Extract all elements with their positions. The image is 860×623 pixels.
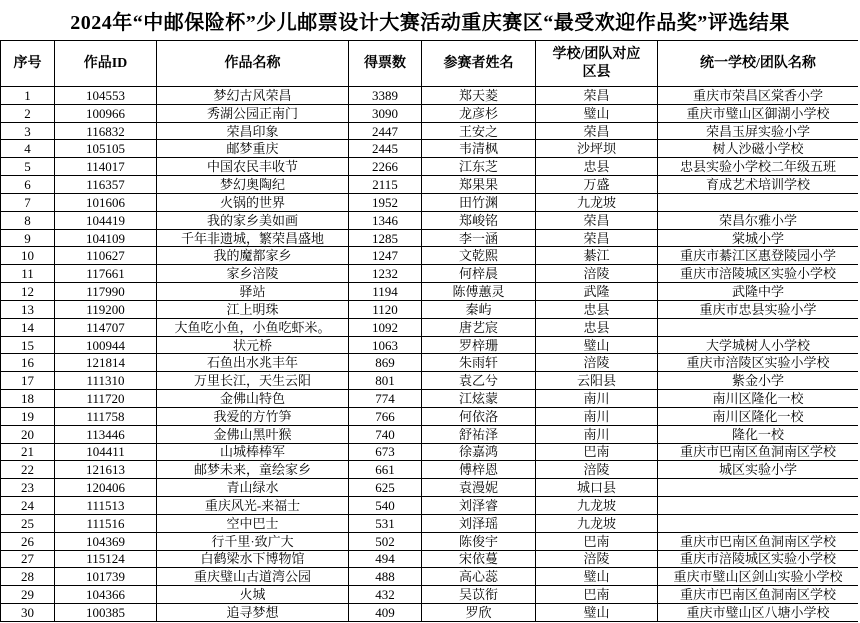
table-cell: 7 (1, 193, 55, 211)
table-row (1, 283, 859, 301)
table-row (1, 336, 859, 354)
table-cell: 隆化一校 (658, 425, 859, 443)
table-cell: 李一涵 (422, 229, 536, 247)
table-cell: 3090 (349, 104, 422, 122)
table-cell: 12 (1, 283, 55, 301)
column-header-0: 序号 (1, 41, 55, 87)
table-cell: 2115 (349, 176, 422, 194)
table-cell: 101739 (55, 568, 157, 586)
table-cell: 荣昌印象 (157, 122, 349, 140)
table-cell: 荣昌 (536, 122, 658, 140)
table-row (1, 532, 859, 550)
table-cell: 100966 (55, 104, 157, 122)
table-cell: 秀湖公园正南门 (157, 104, 349, 122)
table-cell: 梦幻古风荣昌 (157, 87, 349, 105)
table-cell: 1952 (349, 193, 422, 211)
table-cell: 2 (1, 104, 55, 122)
table-cell: 2266 (349, 158, 422, 176)
table-cell: 重庆市涪陵区实验小学校 (658, 354, 859, 372)
table-cell: 13 (1, 300, 55, 318)
page-title: 2024年“中邮保险杯”少儿邮票设计大赛活动重庆赛区“最受欢迎作品奖”评选结果 (70, 11, 790, 34)
table-cell: 紫金小学 (658, 372, 859, 390)
table-cell: 大鱼吃小鱼，小鱼吃虾米。 (157, 318, 349, 336)
column-header-5: 学校/团队对应区县 (536, 41, 658, 87)
table-cell: 綦江 (536, 247, 658, 265)
table-cell: 驿站 (157, 283, 349, 301)
table-cell: 朱雨轩 (422, 354, 536, 372)
table-cell: 秦屿 (422, 300, 536, 318)
table-cell: 1346 (349, 211, 422, 229)
table-cell: 刘泽睿 (422, 497, 536, 515)
table-cell: 城区实验小学 (658, 461, 859, 479)
table-cell: 3389 (349, 87, 422, 105)
table-cell: 田竹渊 (422, 193, 536, 211)
table-cell: 625 (349, 479, 422, 497)
table-cell: 14 (1, 318, 55, 336)
table-cell: 南川 (536, 425, 658, 443)
table-cell (658, 497, 859, 515)
table-cell: 30 (1, 604, 55, 622)
table-cell: 荣昌尔雅小学 (658, 211, 859, 229)
table-head-row (1, 41, 859, 87)
table-cell: 璧山 (536, 336, 658, 354)
table-cell: 重庆市璧山区御湖小学校 (658, 104, 859, 122)
table-row (1, 104, 859, 122)
table-cell: 117990 (55, 283, 157, 301)
table-cell: 万盛 (536, 176, 658, 194)
table-cell: 重庆市忠县实验小学 (658, 300, 859, 318)
table-cell: 何梓晨 (422, 265, 536, 283)
table-cell: 20 (1, 425, 55, 443)
table-row (1, 229, 859, 247)
table-cell: 南川 (536, 390, 658, 408)
table-row (1, 568, 859, 586)
column-header-4: 参赛者姓名 (422, 41, 536, 87)
table-cell: 中国农民丰收节 (157, 158, 349, 176)
table-cell: 重庆市荣昌区棠香小学 (658, 87, 859, 105)
table-cell: 袁漫妮 (422, 479, 536, 497)
table-cell: 116832 (55, 122, 157, 140)
table-cell: 南川区隆化一校 (658, 407, 859, 425)
table-cell: 105105 (55, 140, 157, 158)
table-row (1, 247, 859, 265)
table-cell: 邮梦重庆 (157, 140, 349, 158)
column-header-2: 作品名称 (157, 41, 349, 87)
table-cell: 6 (1, 176, 55, 194)
table-cell: 郑果果 (422, 176, 536, 194)
table-cell: 王安之 (422, 122, 536, 140)
table-cell: 璧山 (536, 568, 658, 586)
table-cell: 万里长江，天生云阳 (157, 372, 349, 390)
table-row (1, 479, 859, 497)
table-cell: 傅梓恩 (422, 461, 536, 479)
table-cell: 九龙坡 (536, 497, 658, 515)
table-cell: 江上明珠 (157, 300, 349, 318)
table-cell: 棠城小学 (658, 229, 859, 247)
table-cell: 龙彦杉 (422, 104, 536, 122)
table-cell: 1 (1, 87, 55, 105)
table-row (1, 425, 859, 443)
table-cell: 青山绿水 (157, 479, 349, 497)
column-header-1: 作品ID (55, 41, 157, 87)
table-cell: 10 (1, 247, 55, 265)
table-row (1, 300, 859, 318)
table-cell: 540 (349, 497, 422, 515)
table-cell: 531 (349, 514, 422, 532)
table-cell: 重庆市巴南区鱼洞南区学校 (658, 586, 859, 604)
table-cell: 502 (349, 532, 422, 550)
table-cell: 袁乙兮 (422, 372, 536, 390)
table-cell: 重庆市璧山区八塘小学校 (658, 604, 859, 622)
table-cell: 3 (1, 122, 55, 140)
table-cell: 29 (1, 586, 55, 604)
table-cell: 740 (349, 425, 422, 443)
table-cell: 774 (349, 390, 422, 408)
table-row (1, 372, 859, 390)
table-cell: 家乡涪陵 (157, 265, 349, 283)
table-cell: 行千里·致广大 (157, 532, 349, 550)
table-cell: 661 (349, 461, 422, 479)
table-cell: 113446 (55, 425, 157, 443)
table-cell: 114707 (55, 318, 157, 336)
table-cell: 111310 (55, 372, 157, 390)
table-cell: 100385 (55, 604, 157, 622)
table-cell: 忠县 (536, 158, 658, 176)
table-cell: 荣昌 (536, 87, 658, 105)
table-cell: 山城棒棒军 (157, 443, 349, 461)
table-cell: 涪陵 (536, 265, 658, 283)
table-cell: 南川 (536, 407, 658, 425)
table-row (1, 87, 859, 105)
table-cell: 116357 (55, 176, 157, 194)
table-cell: 104553 (55, 87, 157, 105)
table-cell: 1194 (349, 283, 422, 301)
table-cell: 云阳县 (536, 372, 658, 390)
column-header-3: 得票数 (349, 41, 422, 87)
table-cell: 荣昌 (536, 229, 658, 247)
table-row (1, 318, 859, 336)
table-cell: 重庆市璧山区剑山实验小学校 (658, 568, 859, 586)
table-cell: 武隆 (536, 283, 658, 301)
table-cell: 1247 (349, 247, 422, 265)
table-cell: 追寻梦想 (157, 604, 349, 622)
table-cell: 吴苡衔 (422, 586, 536, 604)
table-cell: 16 (1, 354, 55, 372)
table-row (1, 176, 859, 194)
table-cell: 673 (349, 443, 422, 461)
table-cell: 1092 (349, 318, 422, 336)
table-cell: 忠县 (536, 300, 658, 318)
table-cell: 徐嘉鸿 (422, 443, 536, 461)
table-cell: 文乾熙 (422, 247, 536, 265)
table-cell: 九龙坡 (536, 514, 658, 532)
table-cell: 25 (1, 514, 55, 532)
table-cell: 巴南 (536, 586, 658, 604)
table-cell: 火锅的世界 (157, 193, 349, 211)
table-cell (658, 479, 859, 497)
table-cell: 重庆市巴南区鱼洞南区学校 (658, 532, 859, 550)
table-row (1, 407, 859, 425)
table-cell: 11 (1, 265, 55, 283)
table-cell: 121613 (55, 461, 157, 479)
table-cell: 8 (1, 211, 55, 229)
table-head (1, 41, 859, 87)
table-cell: 江东芝 (422, 158, 536, 176)
table-cell: 我的家乡美如画 (157, 211, 349, 229)
table-cell: 育成艺术培训学校 (658, 176, 859, 194)
table-cell: 罗欣 (422, 604, 536, 622)
table-cell: 刘泽瑶 (422, 514, 536, 532)
table-cell: 大学城树人小学校 (658, 336, 859, 354)
table-cell: 18 (1, 390, 55, 408)
table-cell: 24 (1, 497, 55, 515)
table-cell: 19 (1, 407, 55, 425)
table-row (1, 211, 859, 229)
table-cell: 武隆中学 (658, 283, 859, 301)
table-cell: 荣昌 (536, 211, 658, 229)
table-cell: 23 (1, 479, 55, 497)
table-cell: 5 (1, 158, 55, 176)
table-row (1, 443, 859, 461)
table-cell: 869 (349, 354, 422, 372)
table-cell: 巴南 (536, 443, 658, 461)
table-cell: 119200 (55, 300, 157, 318)
table-row (1, 265, 859, 283)
table-cell: 1120 (349, 300, 422, 318)
table-row (1, 497, 859, 515)
table-cell: 494 (349, 550, 422, 568)
table-row (1, 122, 859, 140)
table-cell: 重庆市巴南区鱼洞南区学校 (658, 443, 859, 461)
table-row (1, 158, 859, 176)
table-cell: 27 (1, 550, 55, 568)
table-cell: 115124 (55, 550, 157, 568)
table-cell: 120406 (55, 479, 157, 497)
table-cell: 石鱼出水兆丰年 (157, 354, 349, 372)
table-cell: 111758 (55, 407, 157, 425)
table-cell: 22 (1, 461, 55, 479)
table-cell: 忠县 (536, 318, 658, 336)
results-table (0, 40, 859, 622)
table-cell: 唐艺宸 (422, 318, 536, 336)
table-cell: 宋依蔓 (422, 550, 536, 568)
table-cell: 涪陵 (536, 550, 658, 568)
table-cell: 韦清枫 (422, 140, 536, 158)
table-row (1, 193, 859, 211)
table-cell: 荣昌玉屏实验小学 (658, 122, 859, 140)
table-cell: 舒祐泽 (422, 425, 536, 443)
table-cell: 2445 (349, 140, 422, 158)
table-cell: 114017 (55, 158, 157, 176)
table-cell: 110627 (55, 247, 157, 265)
table-cell: 104366 (55, 586, 157, 604)
table-row (1, 550, 859, 568)
table-cell: 涪陵 (536, 461, 658, 479)
table-cell: 重庆风光-来福士 (157, 497, 349, 515)
table-cell: 1232 (349, 265, 422, 283)
table-cell: 空中巴士 (157, 514, 349, 532)
table-cell: 巴南 (536, 532, 658, 550)
table-cell: 100944 (55, 336, 157, 354)
table-cell: 409 (349, 604, 422, 622)
table-cell: 陈傅蕙灵 (422, 283, 536, 301)
table-row (1, 390, 859, 408)
table-cell: 郑天菱 (422, 87, 536, 105)
table-cell: 432 (349, 586, 422, 604)
table-cell: 111513 (55, 497, 157, 515)
table-cell: 我爱的方竹笋 (157, 407, 349, 425)
table-cell: 15 (1, 336, 55, 354)
table-cell: 南川区隆化一校 (658, 390, 859, 408)
table-row (1, 461, 859, 479)
table-cell: 金佛山特色 (157, 390, 349, 408)
table-cell: 火城 (157, 586, 349, 604)
table-cell: 高心蕊 (422, 568, 536, 586)
table-cell: 璧山 (536, 104, 658, 122)
table-cell: 金佛山黑叶猴 (157, 425, 349, 443)
table-cell: 21 (1, 443, 55, 461)
table-cell: 罗梓珊 (422, 336, 536, 354)
table-cell: 111516 (55, 514, 157, 532)
table-cell: 状元桥 (157, 336, 349, 354)
table-cell: 4 (1, 140, 55, 158)
table-cell: 121814 (55, 354, 157, 372)
table-cell: 1285 (349, 229, 422, 247)
table-cell: 101606 (55, 193, 157, 211)
table-cell: 104419 (55, 211, 157, 229)
table-cell: 重庆市綦江区惠登陵园小学 (658, 247, 859, 265)
table-cell: 1063 (349, 336, 422, 354)
table-cell (658, 514, 859, 532)
table-cell: 117661 (55, 265, 157, 283)
table-cell: 梦幻奥陶纪 (157, 176, 349, 194)
table-cell (658, 193, 859, 211)
table-cell: 重庆市涪陵城区实验小学校 (658, 265, 859, 283)
table-cell: 17 (1, 372, 55, 390)
column-header-6: 统一学校/团队名称 (658, 41, 859, 87)
table-cell: 邮梦未来，童绘家乡 (157, 461, 349, 479)
table-body (1, 87, 859, 622)
table-cell: 江炫蒙 (422, 390, 536, 408)
table-cell: 千年非遗城，繁荣昌盛地 (157, 229, 349, 247)
table-cell: 28 (1, 568, 55, 586)
table-cell: 26 (1, 532, 55, 550)
table-cell: 何依洛 (422, 407, 536, 425)
table-row (1, 354, 859, 372)
table-row (1, 586, 859, 604)
table-cell: 郑峻铭 (422, 211, 536, 229)
table-cell: 488 (349, 568, 422, 586)
table-cell: 陈俊宇 (422, 532, 536, 550)
table-cell: 沙坪坝 (536, 140, 658, 158)
table-cell: 白鹤梁水下博物馆 (157, 550, 349, 568)
table-cell: 我的魔都家乡 (157, 247, 349, 265)
table-cell: 璧山 (536, 604, 658, 622)
table-cell: 104369 (55, 532, 157, 550)
table-cell: 801 (349, 372, 422, 390)
table-cell: 104109 (55, 229, 157, 247)
table-cell: 忠县实验小学校二年级五班 (658, 158, 859, 176)
table-cell: 104411 (55, 443, 157, 461)
table-cell: 树人沙磁小学校 (658, 140, 859, 158)
table-row (1, 140, 859, 158)
table-cell: 766 (349, 407, 422, 425)
table-cell: 涪陵 (536, 354, 658, 372)
table-cell: 重庆璧山古道湾公园 (157, 568, 349, 586)
table-cell: 2447 (349, 122, 422, 140)
table-cell: 九龙坡 (536, 193, 658, 211)
table-row (1, 514, 859, 532)
table-cell: 城口县 (536, 479, 658, 497)
table-cell: 9 (1, 229, 55, 247)
table-cell (658, 318, 859, 336)
table-cell: 重庆市涪陵城区实验小学校 (658, 550, 859, 568)
table-row (1, 604, 859, 622)
table-cell: 111720 (55, 390, 157, 408)
